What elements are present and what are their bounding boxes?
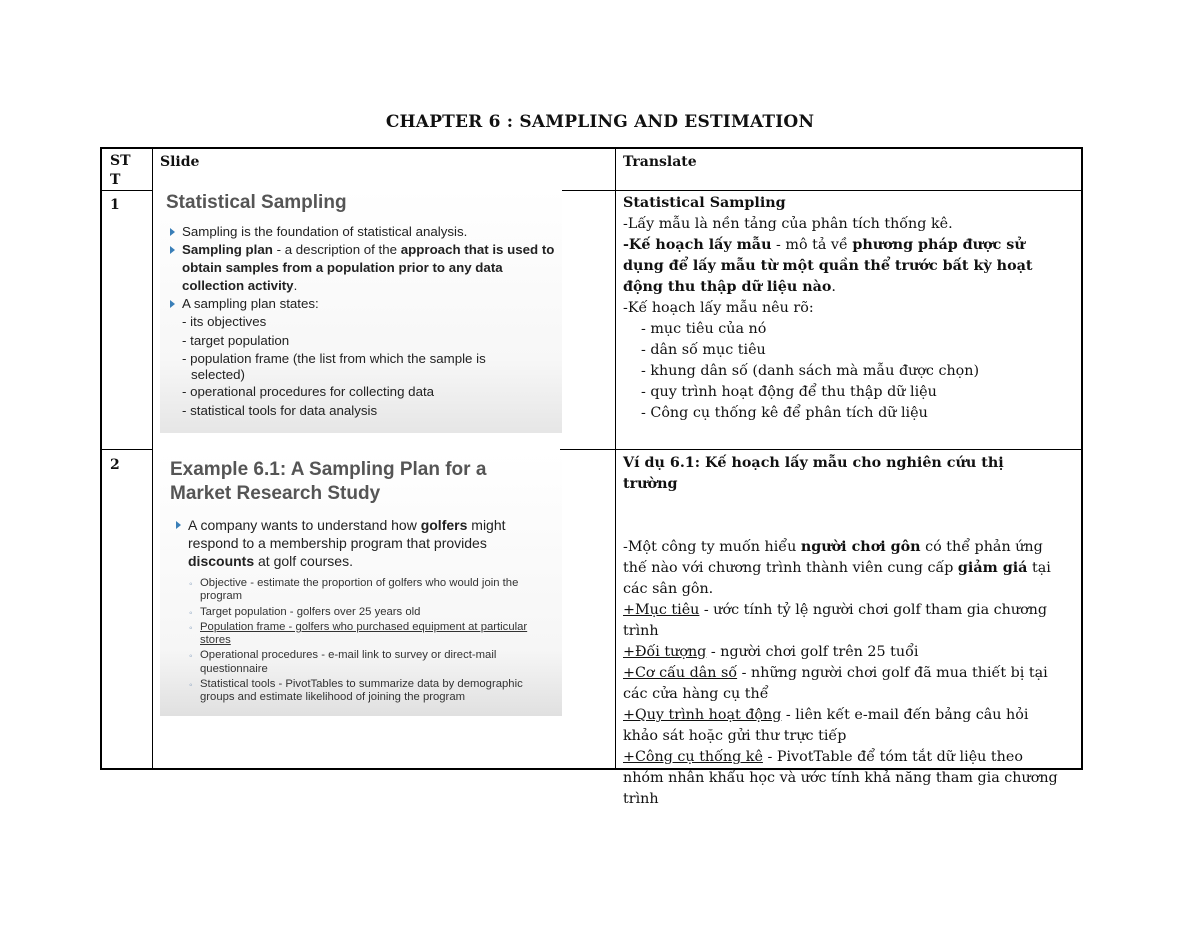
header-translate: Translate: [623, 154, 697, 170]
slide-image-1: [160, 189, 562, 433]
translate-line: -Kế hoạch lấy mẫu nêu rõ:: [623, 300, 814, 316]
translation-table: [100, 147, 1083, 807]
slide-item: - population frame (the list from which the sample is: [182, 351, 486, 366]
translate-line: -Lấy mẫu là nền tảng của phân tích thống kê.: [623, 216, 953, 232]
slide-item: - statistical tools for data analysis: [182, 402, 378, 418]
bullet-dot-icon: ◦: [189, 651, 193, 663]
slide-bullet: Sampling is the foundation of statistical analysis.: [160, 223, 562, 241]
slide-item: - its objectives: [182, 314, 267, 329]
row-divider-header-stt: [102, 190, 152, 191]
slide-sub-item: ◦ Target population - golfers over 25 years old: [189, 605, 421, 619]
slide-bullet: Sampling plan - a description of the approach that is used to obtain samples from a population prior to any data collection activity.: [160, 241, 562, 295]
bullet-arrow-icon: [170, 300, 175, 308]
slide-sub-item: ◦ Objective - estimate the proportion of golfers who would join the program: [189, 577, 519, 603]
slide-sub-item: ◦ Statistical tools - PivotTables to summarize data by demographic groups and estimate likelihood of joining the program: [189, 678, 523, 704]
translate-cell-2: [623, 453, 1063, 810]
translate-item: +Công cụ thống kê - PivotTable để tóm tắt dữ liệu theo nhóm nhân khẩu học và ước tính khả năng tham gia chương trình: [623, 749, 1058, 807]
slide-bullet: A company wants to understand how golfers might respond to a membership program that provides discounts at golf courses.: [160, 516, 538, 570]
translate-cell-1: [623, 193, 1063, 424]
bullet-dot-icon: ◦: [189, 579, 193, 590]
slide-sub-item: ◦ Operational procedures - e-mail link to survey or direct-mail questionnaire: [189, 649, 497, 675]
translate-line: -Kế hoạch lấy mẫu - mô tả về phương pháp được sử dụng để lấy mẫu từ một quần thể trước bất kỳ hoạt động thu thập dữ liệu nào.: [623, 237, 1033, 295]
row-number: 1: [110, 197, 120, 213]
translate-line: -Một công ty muốn hiểu người chơi gôn có thể phản ứng thế nào với chương trình thành viên cung cấp giảm giá tại các sân gôn.: [623, 539, 1051, 597]
translate-heading: Statistical Sampling: [623, 195, 786, 211]
slide-image-2: [160, 452, 562, 716]
bullet-dot-icon: ◦: [189, 680, 193, 692]
slide-title: Example 6.1: A Sampling Plan for a Market Research Study: [170, 459, 487, 504]
translate-item: - Công cụ thống kê để phân tích dữ liệu: [641, 405, 928, 421]
translate-item: - dân số mục tiêu: [641, 342, 766, 358]
translate-item: - mục tiêu của nó: [641, 321, 767, 337]
row-divider-header-translate: [560, 190, 1081, 191]
bullet-dot-icon: ◦: [189, 607, 193, 619]
header-slide: Slide: [160, 154, 200, 170]
translate-item: +Đối tượng - người chơi golf trên 25 tuổi: [623, 644, 919, 660]
translate-heading: Ví dụ 6.1: Kế hoạch lấy mẫu cho nghiên cứu thị trường: [623, 455, 1004, 492]
bullet-arrow-icon: [176, 521, 181, 529]
slide-item: - target population: [182, 332, 290, 348]
row-divider-1-stt: [102, 449, 152, 450]
slide-item: - operational procedures for collecting data: [182, 384, 435, 399]
slide-item: selected): [191, 367, 245, 382]
slide-title: Statistical Sampling: [166, 192, 347, 213]
bullet-arrow-icon: [170, 228, 175, 236]
translate-item: - quy trình hoạt động để thu thập dữ liệu: [641, 384, 937, 400]
header-stt: ST T: [110, 153, 131, 188]
slide-bullet: A sampling plan states:: [160, 295, 562, 313]
bullet-dot-icon: ◦: [189, 622, 193, 634]
row-divider-1-translate: [560, 449, 1081, 450]
translate-item: +Mục tiêu - ước tính tỷ lệ người chơi golf tham gia chương trình: [623, 602, 1048, 639]
translate-item: +Cơ cấu dân số - những người chơi golf đã mua thiết bị tại các cửa hàng cụ thể: [623, 665, 1048, 702]
translate-item: +Quy trình hoạt động - liên kết e-mail đến bảng câu hỏi khảo sát hoặc gửi thư trực tiếp: [623, 707, 1029, 744]
row-number: 2: [110, 457, 120, 473]
bullet-arrow-icon: [170, 246, 175, 254]
translate-item: - khung dân số (danh sách mà mẫu được chọn): [641, 363, 980, 379]
col-divider-2: [615, 149, 616, 768]
col-divider-1: [152, 149, 153, 768]
page-title: CHAPTER 6 : SAMPLING AND ESTIMATION: [385, 112, 815, 132]
slide-sub-item: ◦ Population frame - golfers who purchased equipment at particular stores: [189, 620, 528, 647]
